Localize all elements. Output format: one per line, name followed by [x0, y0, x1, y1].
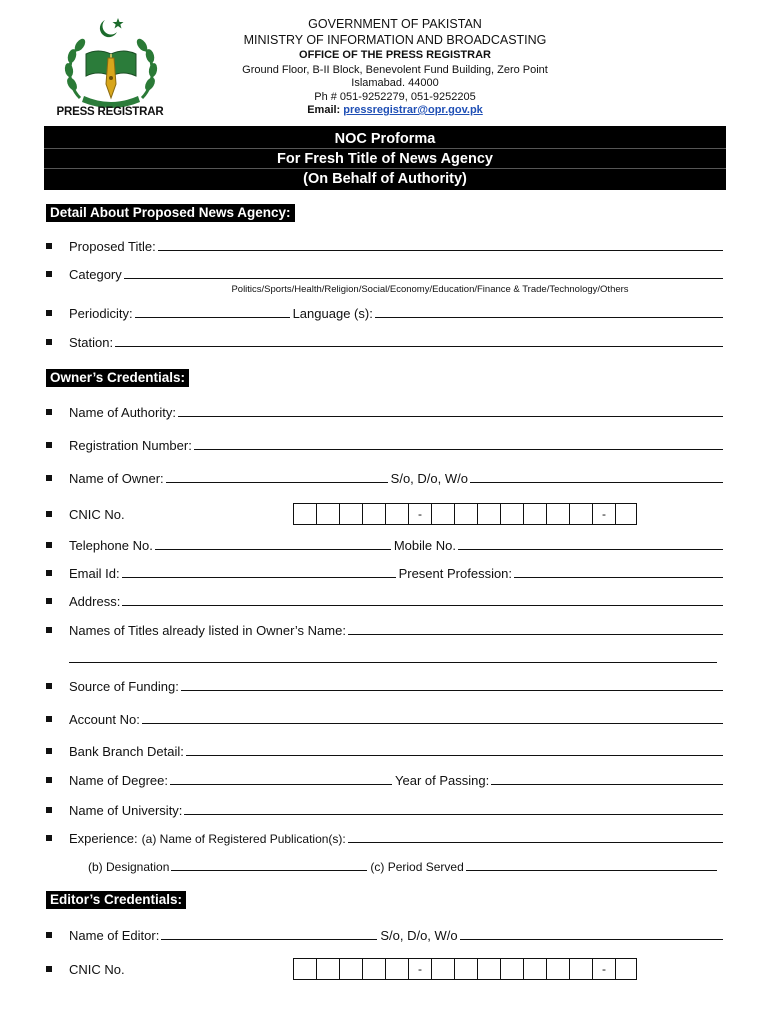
year-passing-field[interactable] [491, 783, 723, 785]
category-hint: Politics/Sports/Health/Religion/Social/Economy/Education/Finance & Trade/Technology/Others [231, 284, 629, 295]
cnic-dash: - [408, 503, 432, 525]
funding-label: Source of Funding: [69, 679, 179, 694]
telephone-field[interactable] [155, 548, 391, 550]
address-field[interactable] [122, 604, 723, 606]
row-editor-cnic [46, 958, 726, 980]
row-registration [46, 435, 726, 453]
experience-a-field[interactable] [348, 841, 723, 843]
row-account [46, 709, 726, 727]
account-field[interactable] [142, 722, 723, 724]
row-authority [46, 402, 726, 420]
section-editor-header: Editor’s Credentials: [46, 891, 186, 909]
section-owner-header: Owner’s Credentials: [46, 369, 189, 387]
row-editor-name [46, 925, 726, 943]
email-label: Email: [307, 104, 341, 116]
bank-branch-field[interactable] [186, 754, 723, 756]
row-category [46, 264, 726, 282]
header-email-line [190, 104, 600, 116]
bank-branch-label: Bank Branch Detail: [69, 744, 184, 759]
owner-relation-label: S/o, D/o, W/o [390, 471, 468, 486]
row-bank-branch [46, 741, 726, 759]
mobile-label: Mobile No. [393, 538, 456, 553]
row-owner-name [46, 468, 726, 486]
row-address [46, 591, 726, 609]
cnic-dash: - [592, 958, 616, 980]
editor-name-label: Name of Editor: [69, 928, 160, 943]
degree-field[interactable] [170, 783, 392, 785]
periodicity-field[interactable] [135, 316, 290, 318]
editor-name-field[interactable] [161, 938, 377, 940]
row-funding [46, 676, 726, 694]
editor-relation-field[interactable] [460, 938, 723, 940]
telephone-label: Telephone No. [69, 538, 153, 553]
station-label: Station: [69, 335, 114, 350]
row-degree [46, 770, 726, 788]
experience-b-field[interactable] [171, 869, 367, 871]
editor-cnic-boxes[interactable] [294, 958, 637, 980]
title-line-2: For Fresh Title of News Agency [277, 151, 493, 167]
proposed-title-label: Proposed Title: [69, 239, 156, 254]
title-line-1: NOC Proforma [334, 131, 436, 147]
header-phone: Ph # 051-9252279, 051-9252205 [314, 91, 476, 103]
editor-relation-label: S/o, D/o, W/o [380, 928, 458, 943]
logo-caption: PRESS REGISTRAR [56, 106, 164, 118]
email-id-field[interactable] [122, 576, 396, 578]
owner-cnic-boxes[interactable] [294, 503, 637, 525]
row-station [46, 332, 726, 350]
address-label: Address: [69, 594, 121, 609]
row-owner-cnic [46, 503, 726, 525]
row-email [46, 563, 726, 581]
experience-label: Experience: [69, 831, 138, 846]
row-experience-bc [88, 856, 720, 874]
row-periodicity [46, 303, 726, 321]
station-field[interactable] [115, 345, 723, 347]
authority-label: Name of Authority: [69, 405, 176, 420]
row-experience [46, 828, 726, 846]
cnic-dash: - [592, 503, 616, 525]
owner-relation-field[interactable] [470, 481, 723, 483]
university-label: Name of University: [69, 803, 183, 818]
row-telephone [46, 535, 726, 553]
titles-listed-label: Names of Titles already listed in Owner’s Name: [69, 623, 346, 638]
header-government: GOVERNMENT OF PAKISTAN [308, 17, 482, 31]
category-label: Category [69, 267, 122, 282]
mobile-field[interactable] [458, 548, 723, 550]
row-university [46, 800, 726, 818]
authority-field[interactable] [178, 415, 723, 417]
owner-name-field[interactable] [166, 481, 388, 483]
row-titles-listed [46, 620, 726, 638]
titles-listed-field[interactable] [348, 633, 723, 635]
category-field[interactable] [124, 277, 723, 279]
section-agency-header: Detail About Proposed News Agency: [46, 204, 295, 222]
profession-field[interactable] [514, 576, 723, 578]
funding-field[interactable] [181, 689, 723, 691]
experience-b-label: (b) Designation [88, 860, 170, 874]
header-address: Ground Floor, B-II Block, Benevolent Fund Building, Zero Point [242, 64, 548, 76]
profession-label: Present Profession: [398, 566, 513, 581]
cnic-dash: - [408, 958, 432, 980]
experience-c-field[interactable] [466, 869, 717, 871]
title-band [44, 126, 726, 190]
owner-cnic-label: CNIC No. [69, 506, 125, 522]
email-id-label: Email Id: [69, 566, 120, 581]
titles-listed-field-line2[interactable] [69, 662, 717, 663]
email-link[interactable]: pressregistrar@opr.gov.pk [343, 104, 483, 116]
header-city: Islamabad. 44000 [351, 77, 439, 89]
experience-c-label: (c) Period Served [370, 860, 464, 874]
editor-cnic-label: CNIC No. [69, 961, 125, 977]
account-label: Account No: [69, 712, 140, 727]
experience-a-label: (a) Name of Registered Publication(s): [141, 832, 346, 846]
proposed-title-field[interactable] [158, 249, 723, 251]
degree-label: Name of Degree: [69, 773, 168, 788]
row-proposed-title [46, 236, 726, 254]
registration-field[interactable] [194, 448, 723, 450]
year-passing-label: Year of Passing: [395, 773, 490, 788]
language-field[interactable] [375, 316, 723, 318]
university-field[interactable] [184, 813, 723, 815]
title-line-3: (On Behalf of Authority) [303, 171, 467, 187]
registration-label: Registration Number: [69, 438, 192, 453]
header-ministry: MINISTRY OF INFORMATION AND BROADCASTING [243, 33, 547, 47]
header-office: OFFICE OF THE PRESS REGISTRAR [299, 49, 491, 61]
owner-name-label: Name of Owner: [69, 471, 164, 486]
periodicity-label: Periodicity: [69, 306, 133, 321]
language-label: Language (s): [292, 306, 373, 321]
